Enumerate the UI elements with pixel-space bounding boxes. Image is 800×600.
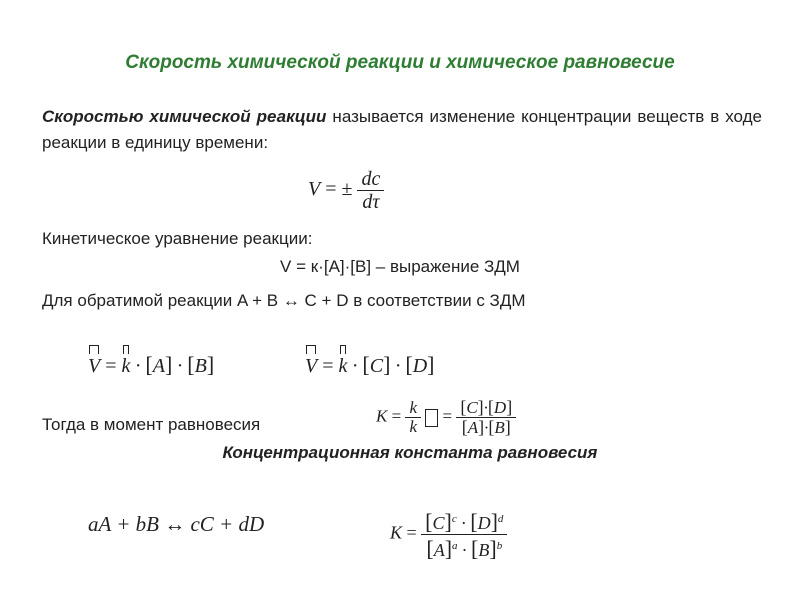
rate-constant-ratio bbox=[405, 399, 421, 436]
rate-lhs: V bbox=[308, 178, 321, 201]
concentration-numerator: [C]·[D] bbox=[456, 398, 516, 418]
gen-b: B bbox=[478, 540, 490, 560]
ratio-denominator: k bbox=[409, 417, 417, 436]
rate-eq: = ± bbox=[320, 178, 353, 201]
reverse-rate-formula: V = k · [C] · [D] bbox=[305, 352, 435, 377]
ratio-numerator: k bbox=[405, 399, 421, 418]
forward-b: B bbox=[194, 355, 207, 377]
equilibrium-formula bbox=[376, 398, 516, 437]
rate-numerator: dc bbox=[357, 168, 384, 191]
reverse-v: V bbox=[305, 355, 318, 377]
equilibrium-eq2: = bbox=[438, 406, 457, 426]
equilibrium-eq1: = bbox=[387, 406, 406, 426]
kinetic-equation: V = к·[A]·[B] – выражение ЗДМ bbox=[280, 257, 520, 276]
equilibrium-k: K bbox=[376, 406, 388, 426]
reverse-d: D bbox=[412, 355, 428, 377]
forward-eq: = bbox=[100, 355, 122, 377]
gen-a-exp: a bbox=[452, 540, 458, 552]
gen-d-exp: d bbox=[497, 513, 504, 525]
eq-c: C bbox=[466, 398, 478, 417]
forward-v: V bbox=[88, 355, 101, 377]
general-denominator: $[A]^a \cdot [B]^b$ bbox=[426, 536, 503, 561]
reverse-c: C bbox=[369, 355, 384, 377]
gen-d: D bbox=[477, 513, 491, 533]
general-k-formula bbox=[390, 508, 507, 561]
general-reaction: aA + bB ↔ cC + dD bbox=[88, 512, 265, 536]
definition-paragraph bbox=[42, 104, 762, 156]
kinetic-label: Кинетическое уравнение реакции: bbox=[42, 229, 313, 248]
general-k: K bbox=[390, 522, 403, 543]
constant-label: Концентрационная константа равновесия bbox=[222, 443, 598, 462]
forward-k: k bbox=[121, 355, 131, 377]
placeholder-box bbox=[425, 409, 438, 427]
definition-term: Скоростью химической реакции bbox=[42, 107, 327, 126]
concentration-denominator: [A]·[B] bbox=[461, 417, 511, 437]
definition-text: называется изменение концентрации веществ в ходе реакции в единицу времени: bbox=[42, 107, 763, 152]
page-title: Скорость химической реакции и химическое равновесие bbox=[125, 52, 675, 73]
rate-denominator: dτ bbox=[362, 191, 380, 213]
gen-c: C bbox=[432, 513, 445, 533]
general-numerator: $[C]^c \cdot [D]^d$ bbox=[421, 508, 507, 535]
reverse-eq: = bbox=[317, 355, 339, 377]
reversible-text: Для обратимой реакции A + B ↔ C + D в соответствии с ЗДМ bbox=[42, 291, 526, 310]
rate-formula bbox=[308, 168, 384, 213]
reverse-k: k bbox=[338, 355, 348, 377]
eq-d: D bbox=[493, 398, 507, 417]
general-eq: = bbox=[402, 522, 422, 543]
rate-fraction bbox=[357, 168, 384, 213]
gen-a: A bbox=[433, 540, 445, 560]
gen-c-exp: c bbox=[451, 513, 457, 525]
general-fraction bbox=[421, 508, 507, 561]
eq-b: B bbox=[494, 418, 505, 437]
concentration-ratio bbox=[456, 398, 516, 437]
equilibrium-label: Тогда в момент равновесия bbox=[42, 415, 261, 434]
forward-rate-formula: V = k · [A] · [B] bbox=[88, 352, 215, 377]
forward-a: A bbox=[152, 355, 165, 377]
gen-b-exp: b bbox=[496, 540, 503, 552]
eq-a: A bbox=[467, 418, 479, 437]
